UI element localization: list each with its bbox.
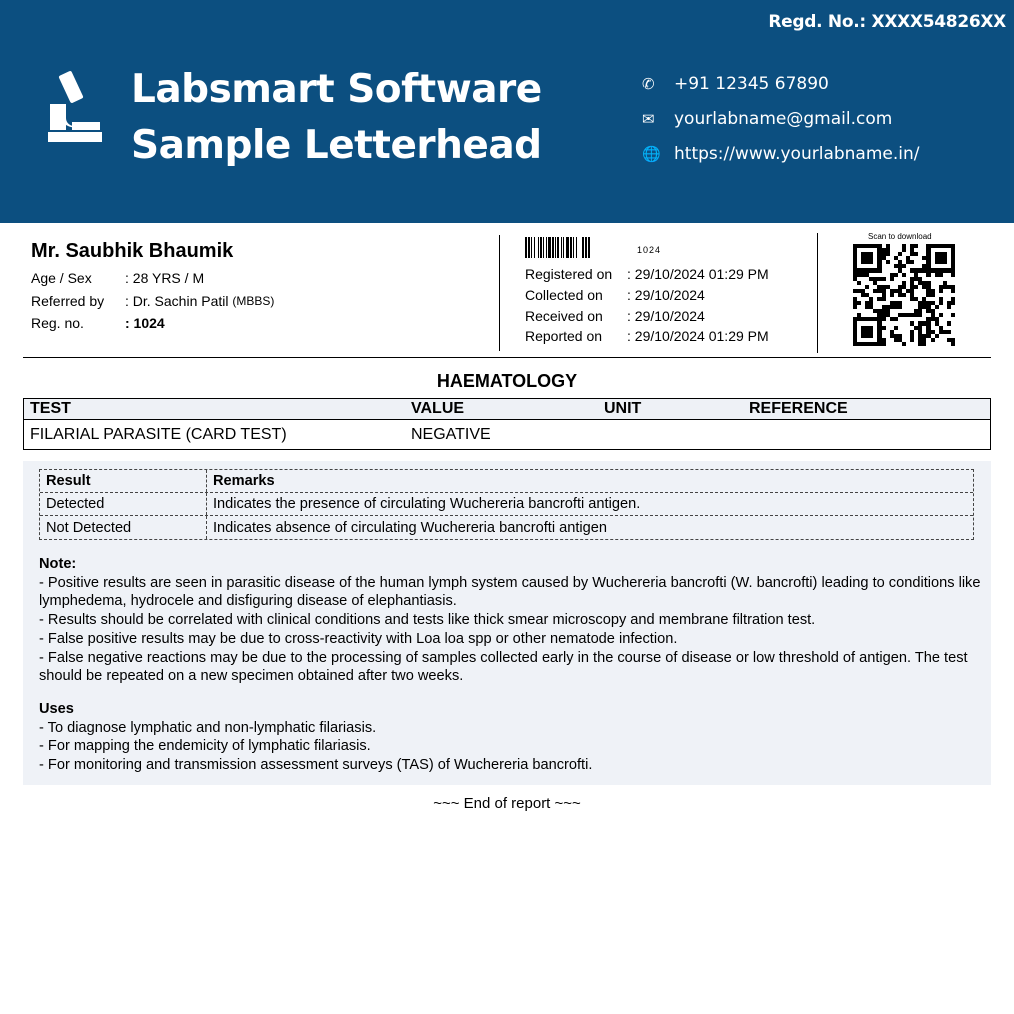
- date-value: : 29/10/2024: [627, 307, 705, 324]
- note-item: - Positive results are seen in parasitic disease of the human lymph system caused by Wuchereria bancrofti (W. bancrofti) leading to conditions like lymphedema, hydrocele and disfiguring disease of elephantiasis.: [39, 574, 981, 610]
- doctor-qualification: (MBBS): [232, 293, 275, 308]
- reg-value: : 1024: [125, 315, 165, 332]
- note-item: - Results should be correlated with clinical conditions and tests like thick smear microscopy and membrane filtration test.: [39, 612, 816, 629]
- contact-info: [642, 66, 920, 171]
- interpretation-box: [23, 461, 991, 785]
- date-value: : 29/10/2024 01:29 PM: [627, 266, 769, 283]
- date-label: Reported on: [525, 328, 603, 345]
- date-label: Registered on: [525, 266, 613, 283]
- date-value: : 29/10/2024: [627, 287, 705, 304]
- table-header: [24, 399, 990, 420]
- barcode-number: 1024: [637, 245, 662, 255]
- globe-icon: 🌐: [642, 144, 661, 163]
- col-reference: REFERENCE: [749, 400, 848, 417]
- referred-value: : Dr. Sachin Patil: [125, 292, 229, 309]
- brand-line-1: Labsmart Software: [131, 67, 542, 112]
- registration-number: Regd. No.: XXXX54826XX: [768, 12, 1006, 32]
- referred-label: Referred by: [31, 292, 105, 309]
- barcode: [525, 237, 590, 258]
- age-label: Age / Sex: [31, 270, 92, 287]
- end-of-report: ~~~ End of report ~~~: [433, 795, 581, 812]
- notes: [39, 555, 984, 775]
- table-row: [40, 493, 973, 516]
- table-row: [24, 420, 990, 449]
- patient-info: [31, 240, 274, 335]
- col-result: Result: [40, 470, 207, 492]
- patient-name: Mr. Saubhik Bhaumik: [31, 240, 234, 262]
- date-row: [525, 326, 769, 347]
- results-table: [23, 398, 991, 450]
- col-unit: UNIT: [604, 400, 642, 417]
- lab-brand: [131, 62, 542, 174]
- phone-icon: ✆: [642, 74, 655, 93]
- date-label: Collected on: [525, 287, 603, 304]
- note-item: - False negative reactions may be due to the processing of samples collected early in the course of disease or low threshold of antigen. The test should be repeated on a new specimen obtained after two weeks.: [39, 649, 968, 685]
- divider: [499, 235, 500, 351]
- brand-line-2: Sample Letterhead: [131, 123, 542, 168]
- divider: [817, 233, 818, 353]
- email[interactable]: yourlabname@gmail.com: [674, 108, 893, 129]
- letterhead-header: [0, 0, 1014, 223]
- test-name: FILARIAL PARASITE (CARD TEST): [30, 425, 287, 443]
- microscope-icon: [46, 70, 104, 144]
- phone: +91 12345 67890: [674, 73, 829, 94]
- date-row: [525, 264, 769, 285]
- table-row: [40, 516, 973, 539]
- use-item: - To diagnose lymphatic and non-lymphatic filariasis.: [39, 719, 377, 736]
- result: Not Detected: [40, 516, 207, 539]
- date-label: Received on: [525, 307, 603, 324]
- qr-label: Scan to download: [868, 232, 932, 241]
- age-value: : 28 YRS / M: [125, 270, 205, 287]
- interpretation-header: [40, 470, 973, 493]
- note-item: - False positive results may be due to cross-reactivity with Loa loa spp or other nematode infection.: [39, 630, 678, 647]
- reg-label: Reg. no.: [31, 315, 84, 332]
- col-remarks: Remarks: [213, 473, 275, 489]
- date-value: : 29/10/2024 01:29 PM: [627, 328, 769, 345]
- result: Detected: [40, 493, 207, 515]
- date-row: [525, 305, 769, 326]
- use-item: - For mapping the endemicity of lymphatic filariasis.: [39, 738, 371, 755]
- email-icon: ✉: [642, 109, 655, 128]
- department-title: HAEMATOLOGY: [436, 371, 578, 391]
- use-item: - For monitoring and transmission assessment surveys (TAS) of Wuchereria bancrofti.: [39, 757, 593, 774]
- col-value: VALUE: [411, 400, 465, 417]
- note-title: Note:: [39, 556, 77, 572]
- divider: [23, 357, 991, 358]
- test-value: NEGATIVE: [411, 425, 491, 443]
- remark: Indicates absence of circulating Wuchereria bancrofti antigen: [213, 519, 607, 536]
- col-test: TEST: [30, 400, 71, 417]
- remark: Indicates the presence of circulating Wuchereria bancrofti antigen.: [213, 496, 641, 512]
- date-row: [525, 285, 769, 306]
- sample-dates: [525, 264, 769, 347]
- interpretation-table: [39, 469, 974, 540]
- qr-code[interactable]: [853, 244, 955, 346]
- uses-title: Uses: [39, 700, 74, 717]
- website[interactable]: https://www.yourlabname.in/: [674, 143, 920, 164]
